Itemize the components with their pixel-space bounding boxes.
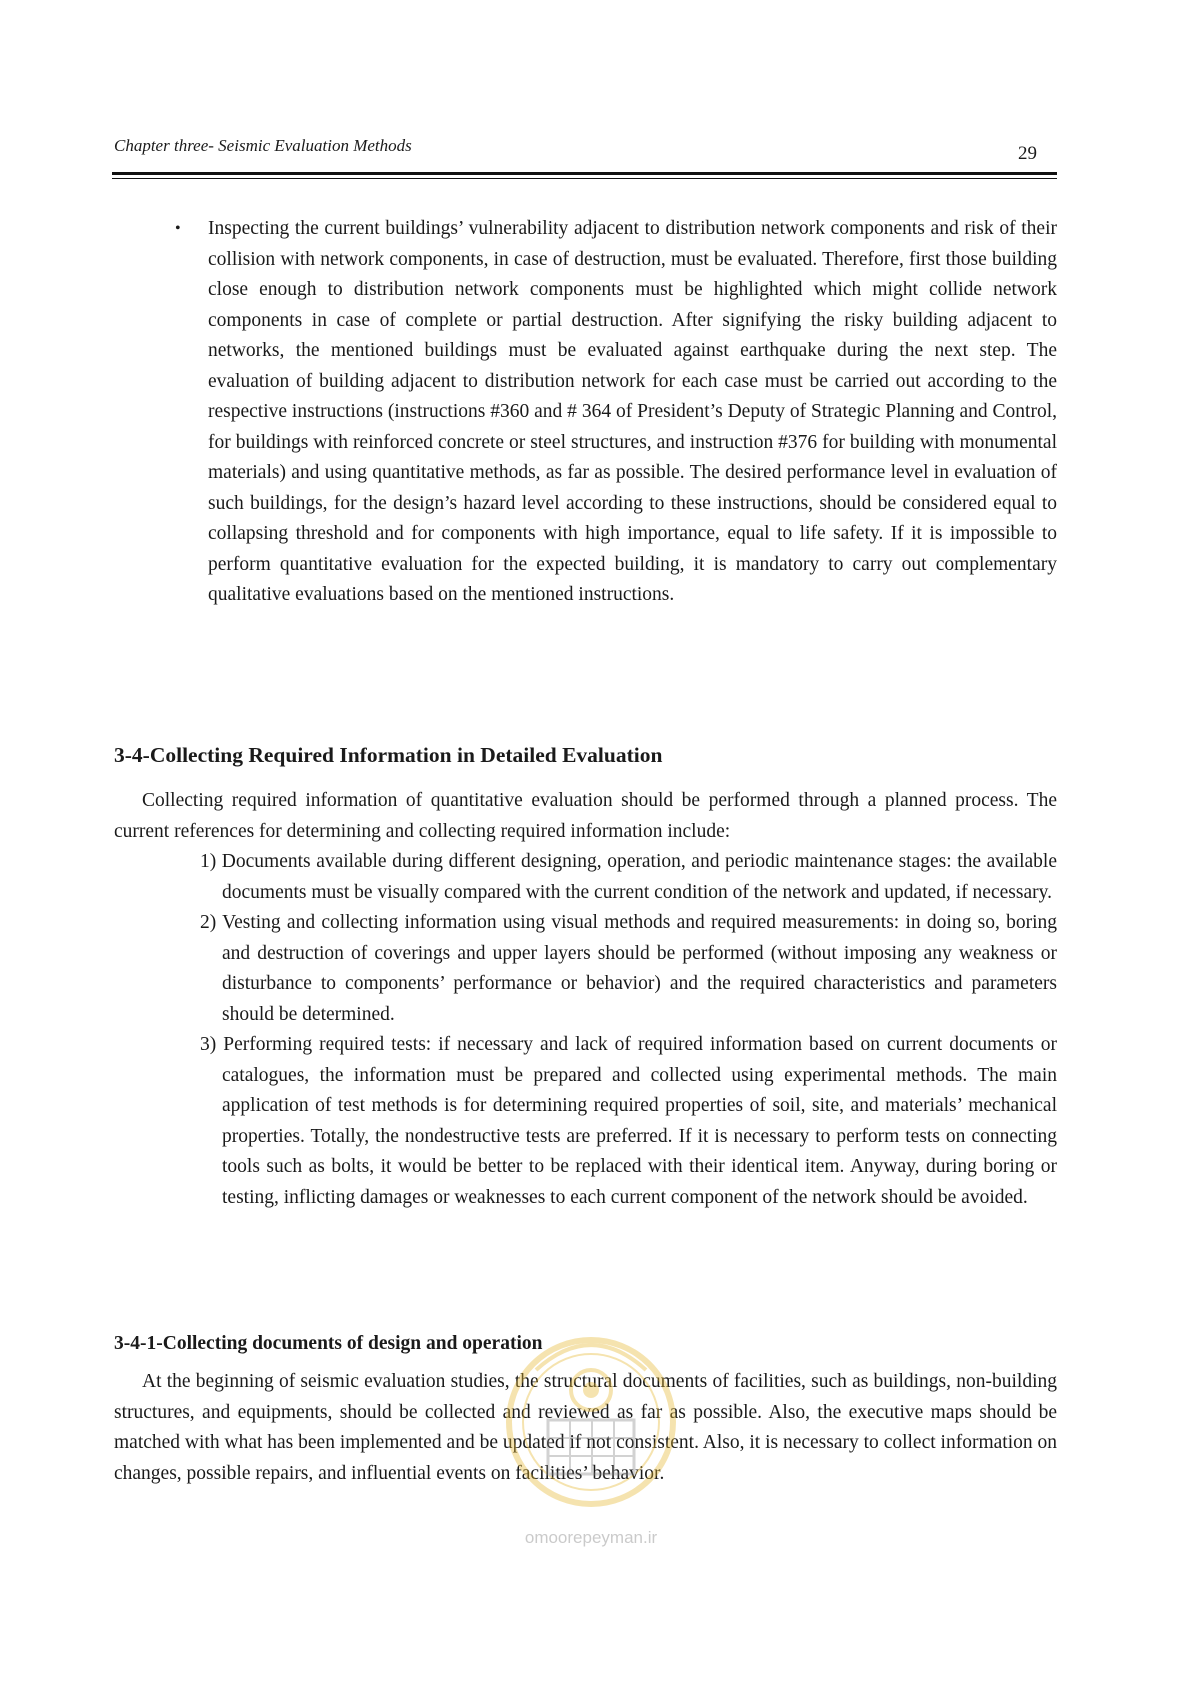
list-item: 3) Performing required tests: if necessary and lack of required information based on current documents or catalogues, the information must be prepared and collected using experimental methods. The main application of test methods is for determining required properties of soil, site, and materials’ mechanical properties. Totally, the nondestructive tests are preferred. If it is necessary to perform tests on connecting tools such as bolts, it would be better to be replaced with their identical item. Anyway, during boring or testing, inflicting damages or weaknesses to each current component of the network should be avoided.	[200, 1034, 1057, 1208]
list-item: 2) Vesting and collecting information using visual methods and required measurements: in doing so, boring and destruction of coverings and upper layers should be performed (without imposing any weakness or disturbance to components’ performance or behavior) and the required characteristics and parameters should be determined.	[200, 912, 1057, 1025]
section-heading: 3-4-Collecting Required Information in Detailed Evaluation	[114, 743, 663, 767]
list-item: 1) Documents available during different designing, operation, and periodic maintenance stages: the available documents must be visually compared with the current condition of the network and updated, if necessary.	[200, 851, 1057, 903]
header-rule-thick	[112, 172, 1057, 175]
bullet-paragraph	[175, 214, 1057, 611]
watermark-caption: omoorepeyman.ir	[524, 1528, 658, 1547]
numbered-list	[200, 847, 1057, 1213]
header-rule-thin	[112, 178, 1057, 179]
bullet-text: Inspecting the current buildings’ vulnerability adjacent to distribution network components and risk of their collision with network components, in case of destruction, must be evaluated. Therefore, first those building close enough to distribution network components must be highlighted which might collide network components in case of complete or partial destruction. After signifying the risky building adjacent to networks, the mentioned buildings must be evaluated against earthquake during the next step. The evaluation of building adjacent to distribution network for each case must be carried out according to the respective instructions (instructions #360 and # 364 of President’s Deputy of Strategic Planning and Control, for buildings with reinforced concrete or steel structures, and instruction #376 for building with monumental materials) and using quantitative methods, as far as possible. The desired performance level in evaluation of such buildings, for the design’s hazard level according to these instructions, should be considered equal to collapsing threshold and for components with high importance, equal to life safety. If it is impossible to perform quantitative evaluation for the expected building, it is mandatory to carry out complementary qualitative evaluations based on the mentioned instructions.	[208, 218, 1057, 605]
section-intro-paragraph: Collecting required information of quantitative evaluation should be performed through a planned process. The current references for determining and collecting required information include:	[114, 790, 1057, 842]
running-header-title: Chapter three- Seismic Evaluation Methods	[114, 136, 412, 155]
subsection-heading: 3-4-1-Collecting documents of design and operation	[114, 1333, 543, 1354]
page-number: 29	[1018, 143, 1037, 164]
bullet-marker: •	[175, 220, 181, 237]
subsection-paragraph: At the beginning of seismic evaluation studies, the structural documents of facilities, such as buildings, non-building structures, and equipments, should be collected and reviewed as far as possible. Also, the executive maps should be matched with what has been implemented and be updated if not consistent. Also, it is necessary to collect information on changes, possible repairs, and influential events on facilities’ behavior.	[114, 1371, 1057, 1484]
